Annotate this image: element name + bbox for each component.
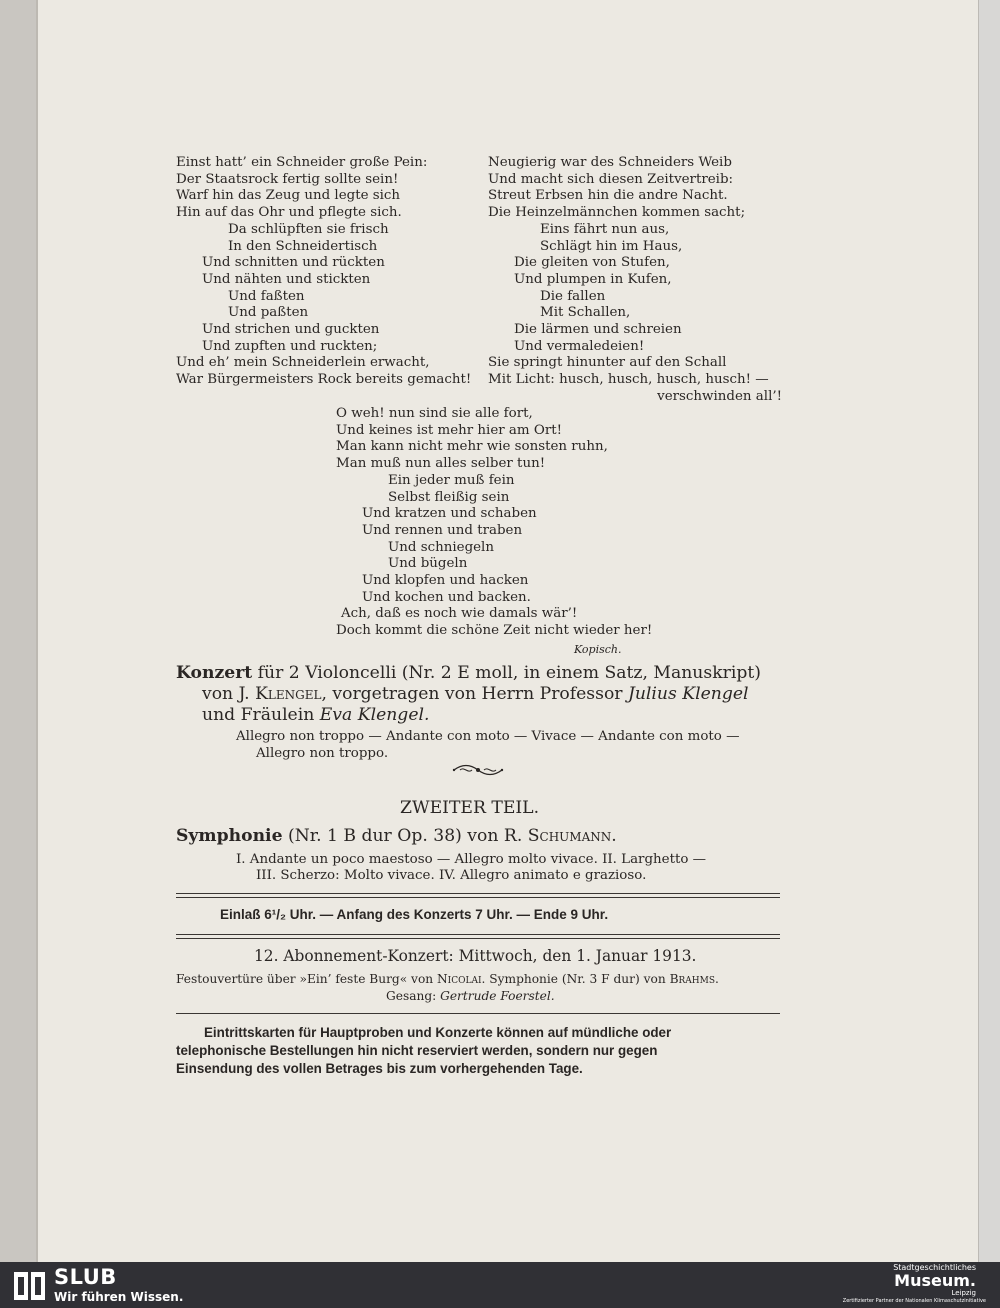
- poem-line: Die Heinzelmännchen kommen sacht;: [488, 205, 746, 221]
- slub-logo-icon[interactable]: [12, 1268, 48, 1304]
- poem-line: Mit Licht: husch, husch, husch, husch! —: [488, 372, 769, 388]
- divider: [176, 934, 780, 935]
- poem-line: Und kochen und backen.: [362, 589, 531, 605]
- concerto-text: von J.: [202, 684, 256, 704]
- poem-line: In den Schneidertisch: [228, 238, 378, 254]
- poem-line: Und paßten: [228, 305, 309, 321]
- footer-bar: [0, 1262, 1000, 1308]
- section-heading: ZWEITER TEIL.: [400, 798, 540, 818]
- composer-name: Klengel: [255, 684, 322, 704]
- symphony-movements-2: III. Scherzo: Molto vivace. IV. Allegro animato e grazioso.: [256, 868, 647, 883]
- poem-line: Und faßten: [228, 288, 305, 304]
- poem-line: Man muß nun alles selber tun!: [336, 456, 546, 472]
- page-right-edge: [978, 0, 1000, 1262]
- poem-center-stanza: [336, 406, 652, 640]
- poem-line: Und zupften und ruckten;: [202, 338, 378, 354]
- notice-line-3: Einsendung des vollen Betrages bis zum vorhergehenden Tage.: [176, 1061, 583, 1076]
- concerto-movements-2: Allegro non troppo.: [256, 746, 389, 761]
- poem-line: Und schniegeln: [388, 539, 494, 555]
- poem-line: Selbst fleißig sein: [388, 489, 510, 505]
- composer-name: Brahms.: [669, 972, 719, 986]
- poem-line: Einst hatt’ ein Schneider große Pein:: [176, 155, 428, 170]
- poem-right-column: [488, 155, 769, 389]
- poem-line: War Bürgermeisters Rock bereits gemacht!: [176, 372, 472, 388]
- concerto-text: , vorgetragen von Herrn Professor: [321, 684, 628, 704]
- poem-line: Und eh’ mein Schneiderlein erwacht,: [176, 355, 430, 371]
- singer-label: Gesang:: [386, 989, 441, 1003]
- museum-certification: Zertifizierter Partner der Nationalen Klimaschutzinitiative: [842, 1298, 986, 1304]
- poem-line: Schlägt hin im Haus,: [540, 238, 683, 254]
- concerto-line-1: [176, 663, 761, 683]
- poem-line: Und schnitten und rückten: [202, 255, 385, 271]
- poem-line: Sie springt hinunter auf den Schall: [488, 355, 727, 371]
- slub-tagline: Wir führen Wissen.: [54, 1290, 184, 1304]
- page-left-edge: [0, 0, 37, 1262]
- poem-line: Die fallen: [540, 288, 606, 304]
- program-text: Festouvertüre über »Ein’ feste Burg« von: [176, 972, 438, 986]
- concerto-movements-1: Allegro non troppo — Andante con moto — Vivace — Andante con moto —: [236, 729, 740, 744]
- symphony-movements-1: I. Andante un poco maestoso — Allegro molto vivace. II. Larghetto —: [236, 852, 707, 867]
- floral-ornament-icon: [450, 763, 506, 777]
- concert-times: Einlaß 6¹/₂ Uhr. — Anfang des Konzerts 7 Uhr. — Ende 9 Uhr.: [220, 907, 609, 922]
- poem-line: Und kratzen und schaben: [362, 506, 537, 522]
- poem-line: Und strichen und guckten: [202, 322, 380, 338]
- poem-line: Und macht sich diesen Zeitvertreib:: [488, 171, 734, 187]
- museum-city: Leipzig: [951, 1289, 976, 1297]
- poem-line: Und keines ist mehr hier am Ort!: [336, 422, 562, 438]
- poem-line: Eins fährt nun aus,: [540, 221, 670, 237]
- poem-line: Streut Erbsen hin die andre Nacht.: [488, 188, 728, 204]
- poem-line: Man kann nicht mehr wie sonsten ruhn,: [336, 439, 608, 455]
- poem-line: Warf hin das Zeug und legte sich: [176, 188, 401, 204]
- poem-line: Und bügeln: [388, 556, 468, 572]
- poem-line: Neugierig war des Schneiders Weib: [488, 155, 732, 170]
- poem-line: O weh! nun sind sie alle fort,: [336, 406, 533, 421]
- next-concert-heading: 12. Abonnement-Konzert: Mittwoch, den 1. Januar 1913.: [254, 947, 697, 965]
- poem-line-continuation: verschwinden all’!: [657, 389, 782, 404]
- poem-line: Der Staatsrock fertig sollte sein!: [176, 171, 399, 187]
- page-fold-line: [36, 0, 38, 1262]
- symphony-details: (Nr. 1 B dur Op. 38) von R.: [282, 826, 528, 846]
- poem-line: Doch kommt die schöne Zeit nicht wieder her!: [336, 623, 653, 639]
- poem-line: Mit Schallen,: [540, 305, 631, 321]
- notice-line-1: Eintrittskarten für Hauptproben und Konzerte können auf mündliche oder: [204, 1025, 672, 1040]
- singer-name: Gertrude Foerstel.: [440, 989, 555, 1003]
- divider: [176, 897, 780, 898]
- poem-author: Kopisch.: [574, 643, 622, 656]
- poem-line: Und nähten und stickten: [202, 271, 371, 287]
- poem-line: Ach, daß es noch wie damals wär’!: [341, 606, 578, 622]
- museum-logo-name[interactable]: Museum.: [894, 1271, 976, 1290]
- concerto-line-2: [202, 684, 749, 704]
- poem-line: Die lärmen und schreien: [514, 322, 682, 338]
- performer-name: Julius Klengel: [627, 684, 749, 704]
- concerto-line-3: [202, 705, 429, 725]
- divider: [176, 1013, 780, 1014]
- next-concert-singer-line: [386, 989, 555, 1003]
- symphony-title: Symphonie: [176, 826, 283, 846]
- poem-line: Und rennen und traben: [362, 522, 523, 538]
- next-concert-program: [176, 972, 719, 986]
- poem-line: Die gleiten von Stufen,: [514, 255, 670, 271]
- concerto-details: für 2 Violoncelli (Nr. 2 E moll, in einem Satz, Manuskript): [252, 663, 761, 683]
- concerto-text: und Fräulein: [202, 705, 320, 725]
- poem-line: Da schlüpften sie frisch: [228, 221, 389, 237]
- poem-line: Und vermaledeien!: [514, 338, 645, 354]
- museum-label-top: Stadtgeschichtliches: [893, 1263, 976, 1272]
- performer-name: Eva Klengel.: [319, 705, 430, 725]
- symphony-line: [176, 826, 617, 846]
- poem-line: Ein jeder muß fein: [388, 472, 515, 488]
- poem-line: Und plumpen in Kufen,: [514, 271, 672, 287]
- poem-line: Und klopfen und hacken: [362, 573, 529, 589]
- concerto-title: Konzert: [176, 663, 253, 683]
- divider: [176, 938, 780, 939]
- poem-left-column: [176, 155, 471, 389]
- program-text: Symphonie (Nr. 3 F dur) von: [485, 972, 670, 986]
- composer-name: Nicolai.: [437, 972, 486, 986]
- divider: [176, 893, 780, 894]
- slub-logo-name[interactable]: SLUB: [54, 1265, 117, 1289]
- composer-name: Schumann.: [527, 826, 617, 846]
- notice-line-2: telephonische Bestellungen hin nicht reserviert werden, sondern nur gegen: [176, 1043, 658, 1058]
- poem-line: Hin auf das Ohr und pflegte sich.: [176, 205, 402, 221]
